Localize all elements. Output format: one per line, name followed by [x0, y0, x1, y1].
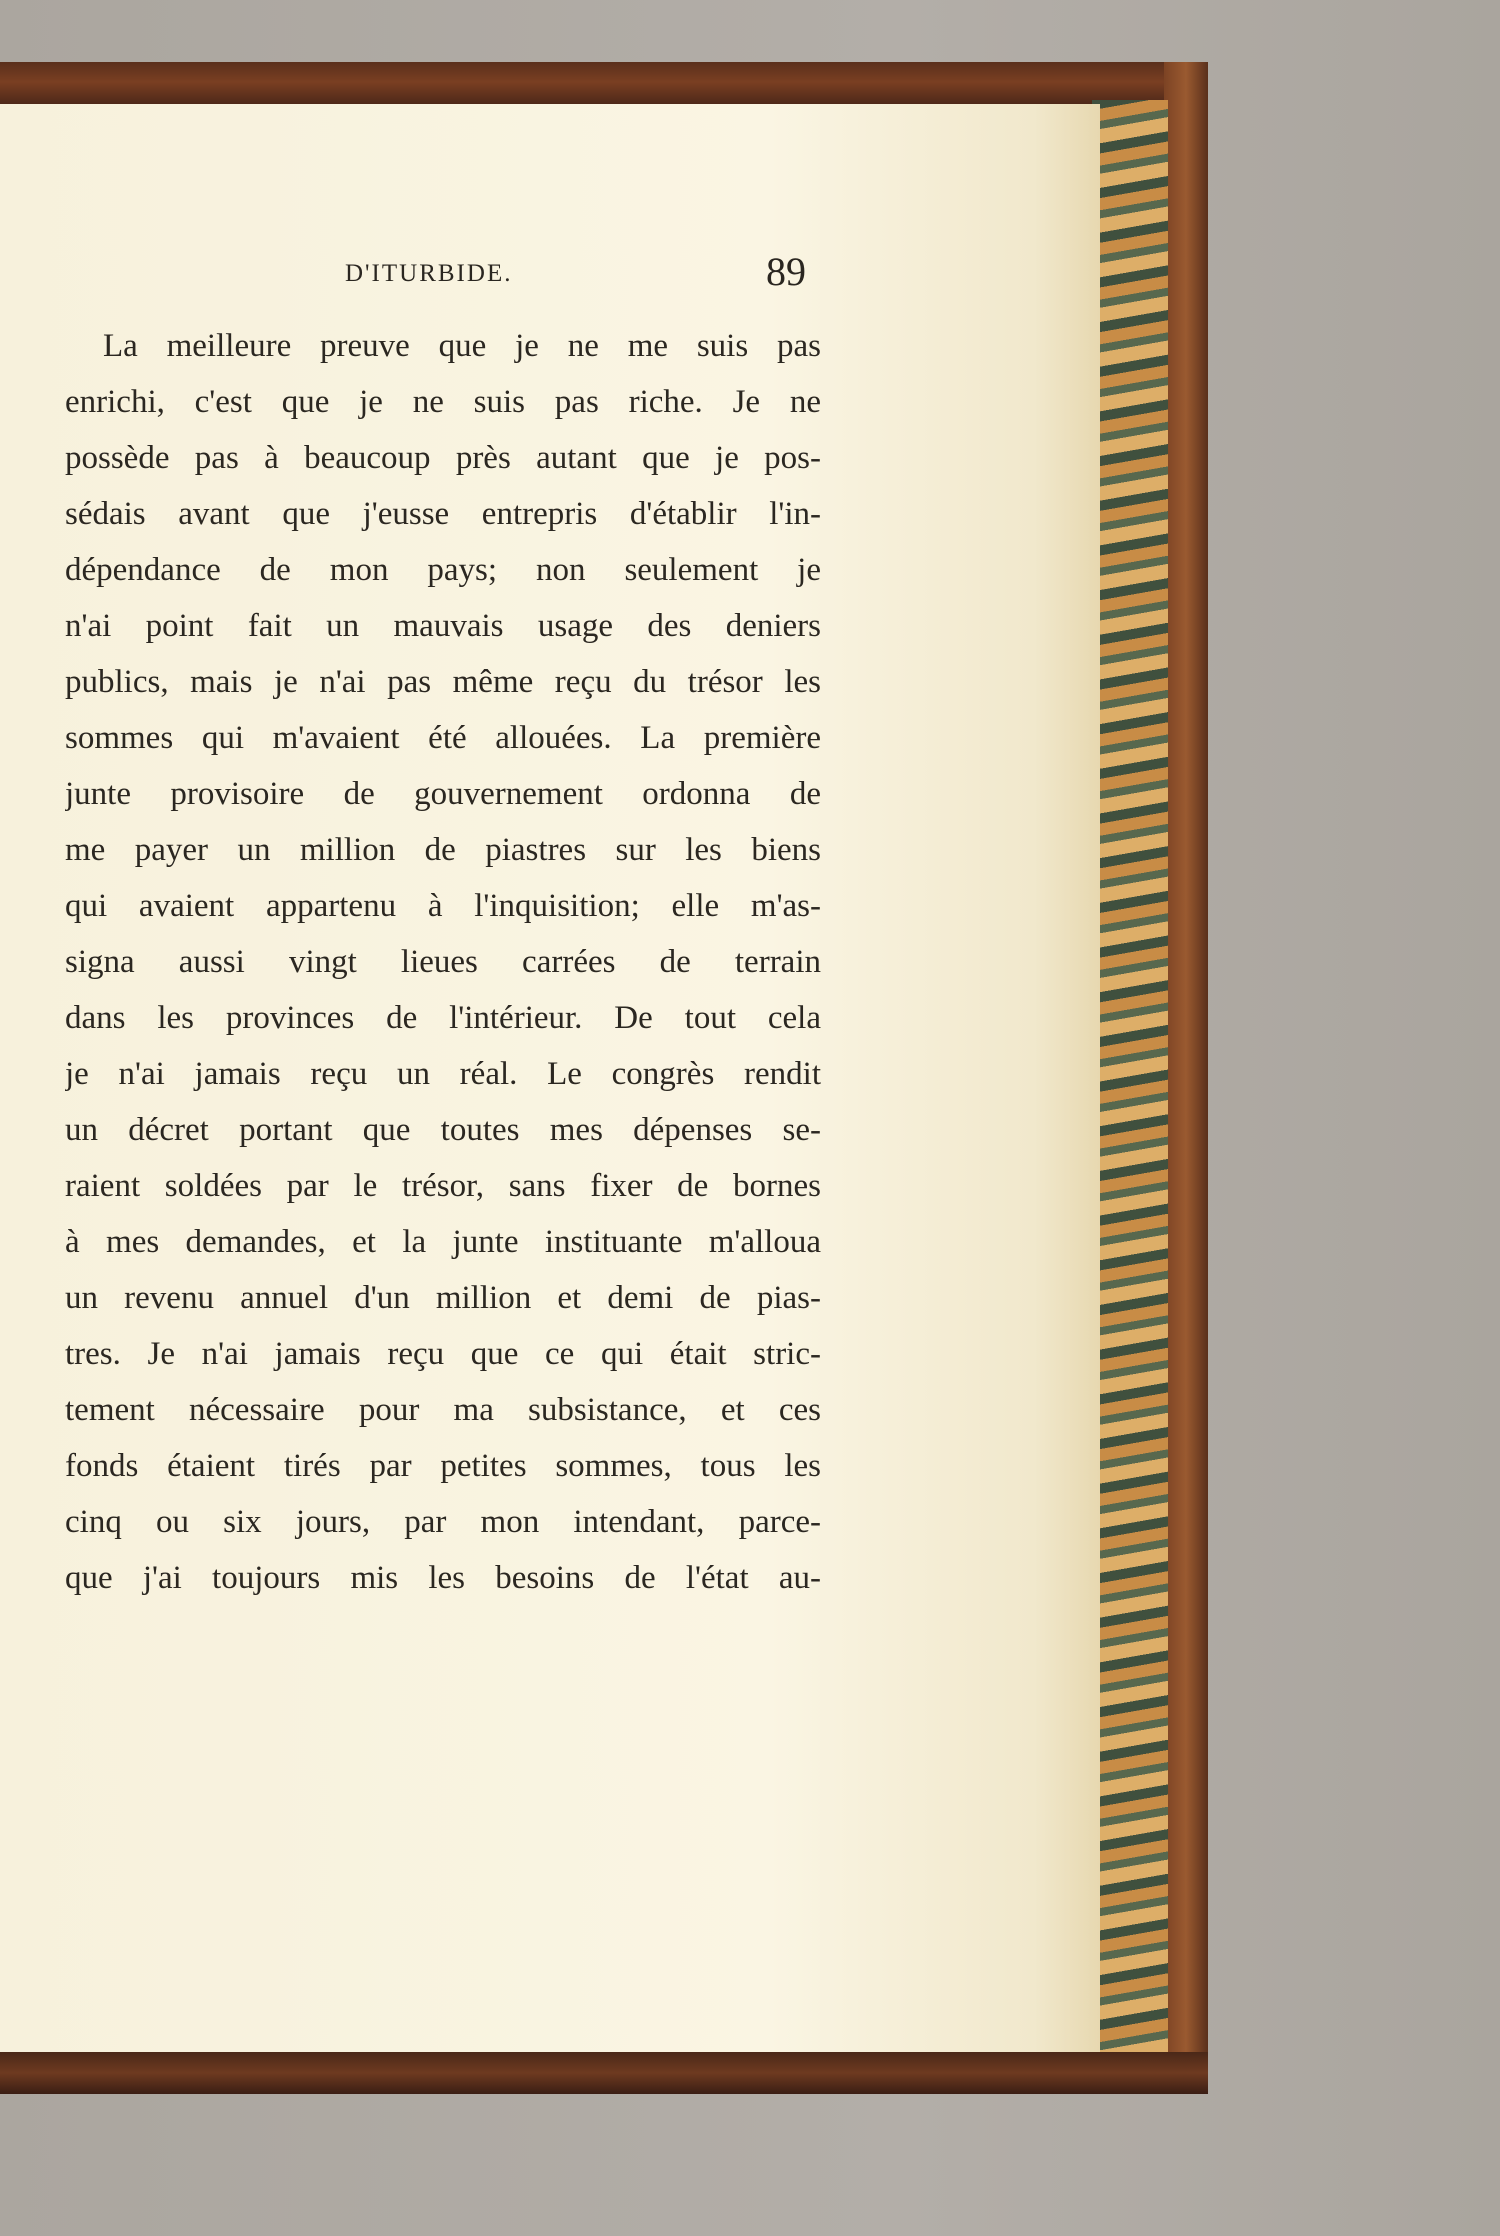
marbled-fore-edge: [1092, 100, 1168, 2060]
text-line: signa aussi vingt lieues carrées de terrain: [65, 944, 821, 980]
leather-binding-bottom: [0, 2052, 1208, 2094]
text-line: me payer un million de piastres sur les biens: [65, 832, 821, 868]
text-line: publics, mais je n'ai pas même reçu du trésor les: [65, 664, 821, 700]
page-number: 89: [766, 249, 806, 294]
text-line: un décret portant que toutes mes dépenses se-: [65, 1112, 821, 1148]
text-line: dans les provinces de l'intérieur. De tout cela: [65, 1000, 821, 1036]
text-line: possède pas à beaucoup près autant que je pos-: [65, 440, 821, 476]
leather-binding-right: [1164, 62, 1208, 2094]
text-line: sédais avant que j'eusse entrepris d'établir l'in-: [65, 496, 821, 532]
text-line: à mes demandes, et la junte instituante m'alloua: [65, 1224, 821, 1260]
body-paragraph: [65, 318, 821, 1606]
text-line: n'ai point fait un mauvais usage des deniers: [65, 608, 821, 644]
text-line: tres. Je n'ai jamais reçu que ce qui était stric-: [65, 1336, 821, 1372]
text-line: je n'ai jamais reçu un réal. Le congrès rendit: [65, 1056, 821, 1092]
text-line: enrichi, c'est que je ne suis pas riche. Je ne: [65, 384, 821, 420]
text-line: sommes qui m'avaient été allouées. La première: [65, 720, 821, 756]
text-line: junte provisoire de gouvernement ordonna de: [65, 776, 821, 812]
text-line: que j'ai toujours mis les besoins de l'état au-: [65, 1560, 821, 1596]
text-line: dépendance de mon pays; non seulement je: [65, 552, 821, 588]
text-line: fonds étaient tirés par petites sommes, tous les: [65, 1448, 821, 1484]
text-line: qui avaient appartenu à l'inquisition; elle m'as-: [65, 888, 821, 924]
text-line: raient soldées par le trésor, sans fixer de bornes: [65, 1168, 821, 1204]
text-line: cinq ou six jours, par mon intendant, parce-: [65, 1504, 821, 1540]
text-line: tement nécessaire pour ma subsistance, et ces: [65, 1392, 821, 1428]
text-line: un revenu annuel d'un million et demi de pias-: [65, 1280, 821, 1316]
running-title: D'ITURBIDE.: [345, 260, 513, 287]
page-header: [0, 248, 820, 308]
text-line: La meilleure preuve que je ne me suis pas: [103, 328, 821, 364]
